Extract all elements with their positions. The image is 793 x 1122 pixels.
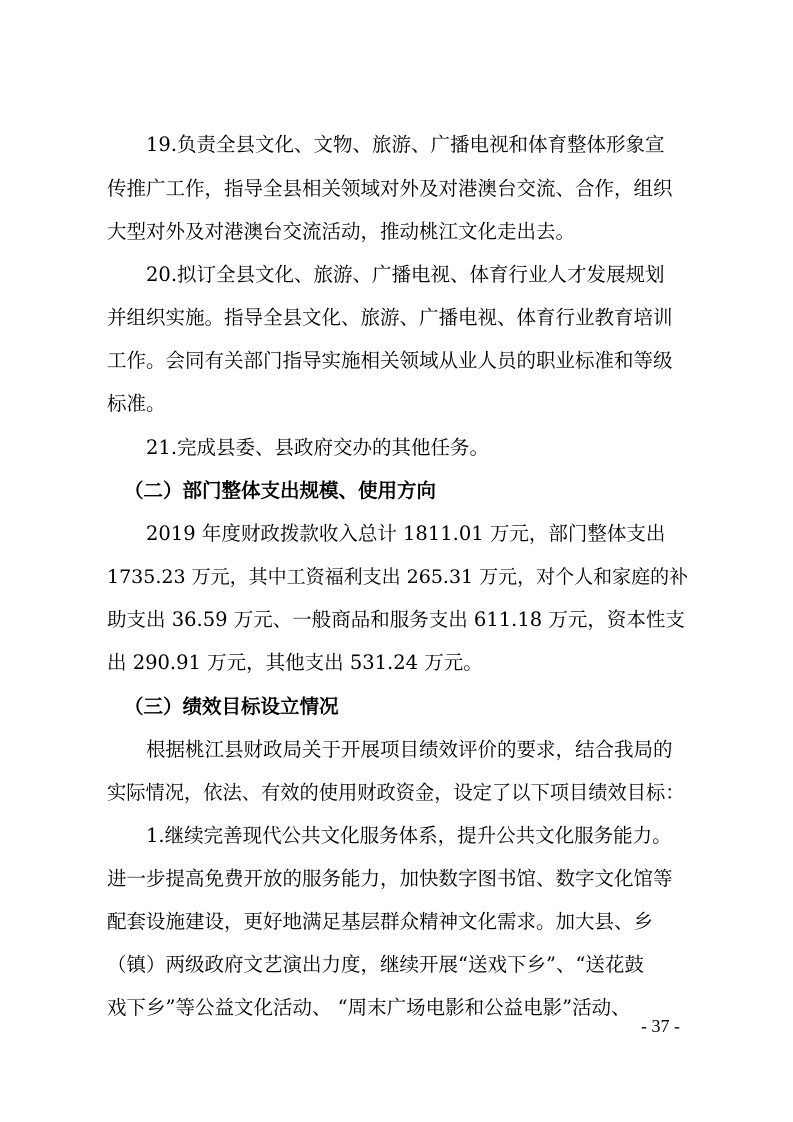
paragraph-line: 进一步提高免费开放的服务能力，加快数字图书馆、数字文化馆等 — [107, 867, 673, 890]
paragraph-line: 工作。会同有关部门指导实施相关领域从业人员的职业标准和等级 — [107, 349, 673, 372]
paragraph-line: 配套设施建设，更好地满足基层群众精神文化需求。加大县、乡 — [107, 910, 654, 933]
paragraph-line: 21.完成县委、县政府交办的其他任务。 — [146, 436, 490, 459]
paragraph-line: 标准。 — [107, 392, 166, 415]
paragraph-line: 根据桃江县财政局关于开展项目绩效评价的要求，结合我局的 — [146, 738, 673, 761]
page-number: - 37 - — [641, 1016, 680, 1036]
paragraph-line: 传推广工作，指导全县相关领域对外及对港澳台交流、合作，组织 — [107, 177, 673, 200]
paragraph-line: （镇）两级政府文艺演出力度，继续开展“送戏下乡”、“送花鼓 — [107, 953, 644, 976]
paragraph-line: 助支出 36.59 万元、一般商品和服务支出 611.18 万元，资本性支 — [107, 608, 685, 631]
paragraph-line: 戏下乡”等公益文化活动、 “周末广场电影和公益电影”活动、 — [107, 996, 631, 1019]
paragraph-line: 出 290.91 万元，其他支出 531.24 万元。 — [107, 651, 483, 674]
paragraph-line: 大型对外及对港澳台交流活动，推动桃江文化走出去。 — [107, 220, 576, 243]
paragraph-line: 实际情况，依法、有效的使用财政资金，设定了以下项目绩效目标： — [107, 781, 685, 804]
paragraph-line: 1735.23 万元，其中工资福利支出 265.31 万元，对个人和家庭的补 — [107, 566, 689, 588]
section-heading-2: （二）部门整体支出规模、使用方向 — [124, 479, 437, 502]
paragraph-line: 并组织实施。指导全县文化、旅游、广播电视、体育行业教育培训 — [107, 306, 673, 329]
paragraph-line: 20.拟订全县文化、旅游、广播电视、体育行业人才发展规划 — [146, 263, 665, 286]
paragraph-line: 19.负责全县文化、文物、旅游、广播电视和体育整体形象宣 — [146, 133, 665, 156]
paragraph-line: 2019 年度财政拨款收入总计 1811.01 万元，部门整体支出 — [146, 522, 666, 545]
paragraph-line: 1.继续完善现代公共文化服务体系，提升公共文化服务能力。 — [146, 824, 672, 847]
section-heading-3: （三）绩效目标设立情况 — [124, 695, 339, 718]
